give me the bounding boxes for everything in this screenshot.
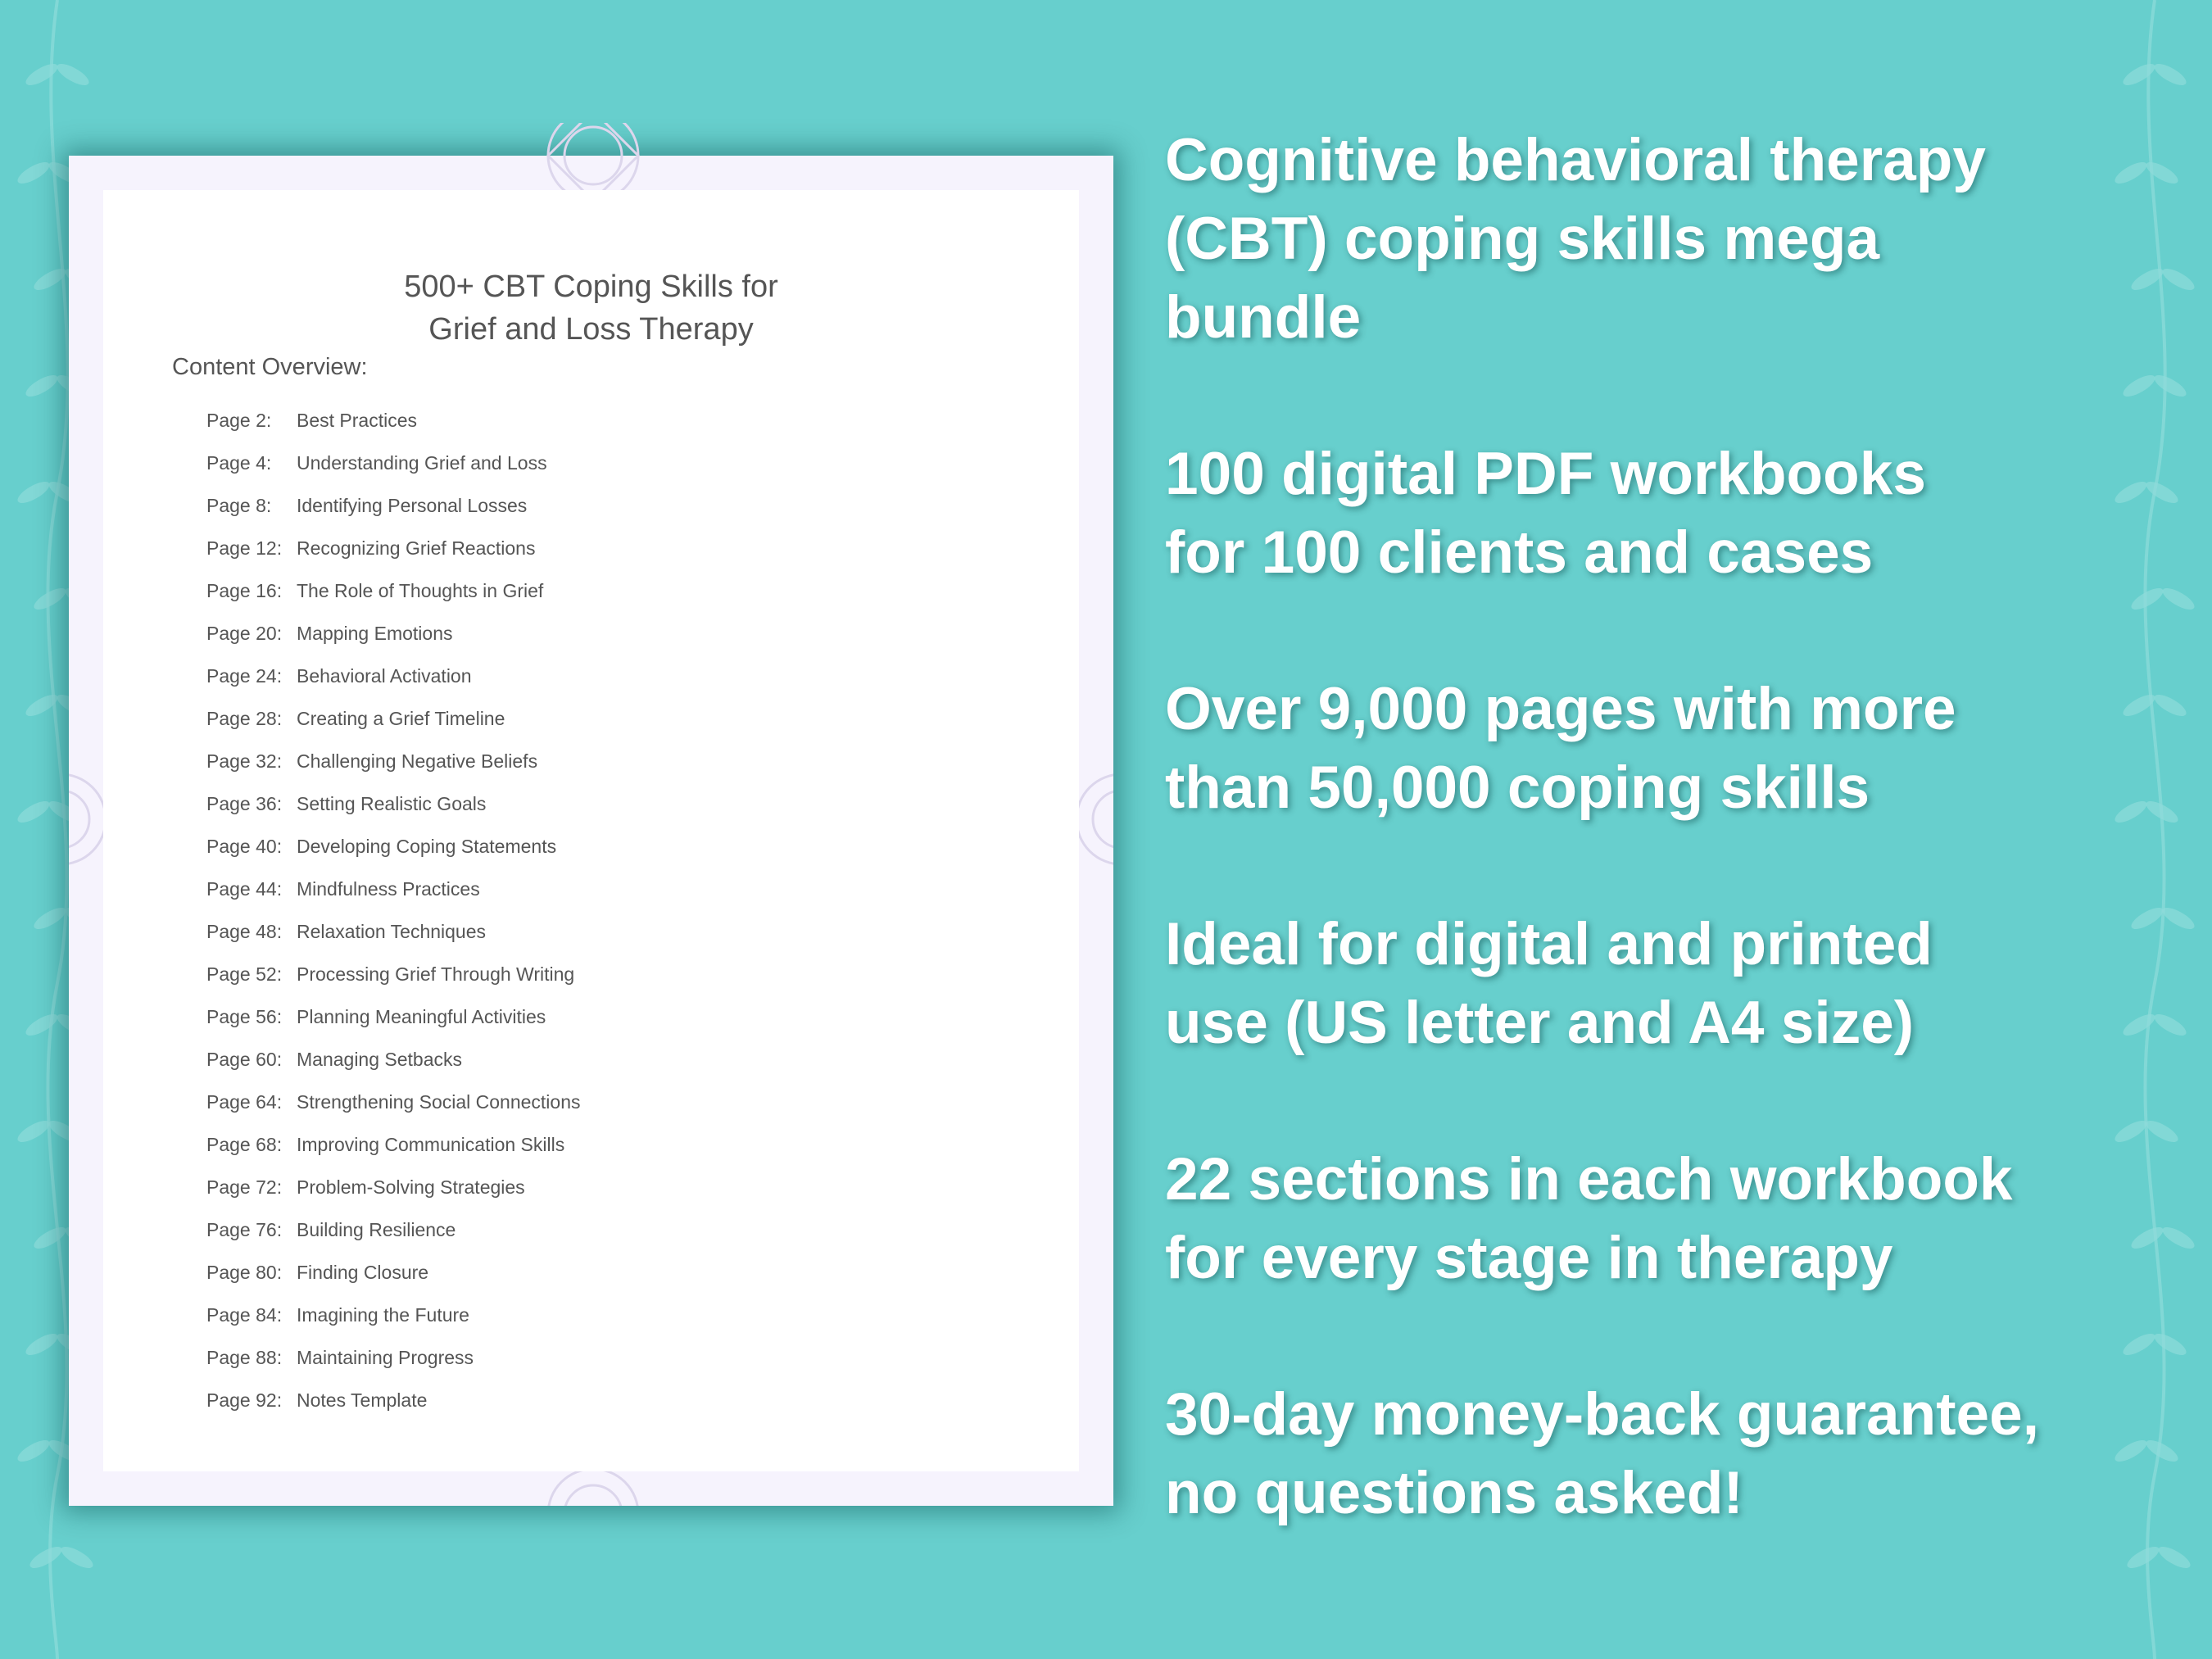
toc-page-number: Page 16: xyxy=(206,580,283,601)
toc-section-title: Maintaining Progress xyxy=(297,1347,474,1368)
toc-item xyxy=(206,1050,581,1093)
feature-item xyxy=(1165,1376,2181,1533)
toc-item xyxy=(206,795,581,837)
toc-section-title: Mindfulness Practices xyxy=(297,878,480,900)
toc-item xyxy=(206,496,581,539)
toc-item xyxy=(206,411,581,454)
toc-page-number: Page 76: xyxy=(206,1219,283,1240)
feature-text-line: for every stage in therapy xyxy=(1165,1225,1893,1291)
toc-page-number: Page 48: xyxy=(206,921,283,942)
toc-page-number: Page 60: xyxy=(206,1049,283,1070)
toc-page-number: Page 40: xyxy=(206,836,283,857)
feature-text-line: use (US letter and A4 size) xyxy=(1165,990,1915,1056)
toc-page-number: Page 20: xyxy=(206,623,283,644)
toc-page-number: Page 80: xyxy=(206,1262,283,1283)
toc-section-title: Developing Coping Statements xyxy=(297,836,557,857)
workbook-page-preview xyxy=(69,156,1113,1506)
toc-item xyxy=(206,1178,581,1221)
toc-item xyxy=(206,624,581,667)
mandala-right-ornament xyxy=(1079,721,1113,918)
feature-text-line: 30-day money-back guarantee, xyxy=(1165,1381,2040,1448)
toc-section-title: Relaxation Techniques xyxy=(297,921,487,942)
toc-page-number: Page 56: xyxy=(206,1006,283,1027)
toc-section-title: Imagining the Future xyxy=(297,1304,469,1326)
feature-text-line: (CBT) coping skills mega xyxy=(1165,206,1880,272)
toc-section-title: Mapping Emotions xyxy=(297,623,453,644)
feature-item xyxy=(1165,670,2181,827)
toc-page-number: Page 68: xyxy=(206,1134,283,1155)
toc-section-title: Understanding Grief and Loss xyxy=(297,452,547,474)
toc-item xyxy=(206,837,581,880)
toc-item xyxy=(206,1349,581,1391)
toc-item xyxy=(206,880,581,922)
toc-section-title: Problem-Solving Strategies xyxy=(297,1176,525,1198)
feature-item xyxy=(1165,121,2181,357)
toc-page-number: Page 4: xyxy=(206,452,272,474)
toc-page-number: Page 72: xyxy=(206,1176,283,1198)
toc-section-title: Challenging Negative Beliefs xyxy=(297,750,538,772)
feature-text-line: Ideal for digital and printed xyxy=(1165,911,1933,977)
toc-section-title: Managing Setbacks xyxy=(297,1049,463,1070)
toc-item xyxy=(206,709,581,752)
toc-page-number: Page 24: xyxy=(206,665,283,687)
feature-text-line: Over 9,000 pages with more xyxy=(1165,676,1956,742)
toc-section-title: Creating a Grief Timeline xyxy=(297,708,505,729)
toc-page-number: Page 2: xyxy=(206,410,272,431)
toc-page-number: Page 92: xyxy=(206,1389,283,1411)
toc-item xyxy=(206,1008,581,1050)
toc-section-title: Strengthening Social Connections xyxy=(297,1091,581,1113)
feature-text-line: for 100 clients and cases xyxy=(1165,519,1874,586)
toc-item xyxy=(206,1135,581,1178)
toc-item xyxy=(206,1391,581,1434)
feature-item xyxy=(1165,1140,2181,1298)
toc-section-title: Processing Grief Through Writing xyxy=(297,963,575,985)
toc-section-title: The Role of Thoughts in Grief xyxy=(297,580,544,601)
mandala-left-ornament xyxy=(69,721,103,918)
document-title-line: Grief and Loss Therapy xyxy=(428,312,754,347)
feature-text-line: bundle xyxy=(1165,284,1362,351)
toc-item xyxy=(206,1093,581,1135)
toc-section-title: Planning Meaningful Activities xyxy=(297,1006,546,1027)
toc-page-number: Page 36: xyxy=(206,793,283,814)
feature-list xyxy=(1165,121,2181,1611)
toc-page-number: Page 28: xyxy=(206,708,283,729)
feature-text-line: 22 sections in each workbook xyxy=(1165,1146,2013,1213)
toc-section-title: Setting Realistic Goals xyxy=(297,793,487,814)
toc-item xyxy=(206,582,581,624)
toc-section-title: Finding Closure xyxy=(297,1262,429,1283)
feature-item xyxy=(1165,905,2181,1063)
toc-item xyxy=(206,667,581,709)
toc-page-number: Page 52: xyxy=(206,963,283,985)
toc-section-title: Recognizing Grief Reactions xyxy=(297,537,536,559)
content-overview-label: Content Overview: xyxy=(172,354,368,380)
toc-item xyxy=(206,965,581,1008)
toc-page-number: Page 88: xyxy=(206,1347,283,1368)
toc-item xyxy=(206,922,581,965)
feature-text-line: than 50,000 coping skills xyxy=(1165,755,1870,821)
toc-page-number: Page 32: xyxy=(206,750,283,772)
feature-text-line: Cognitive behavioral therapy xyxy=(1165,127,1986,193)
toc-item xyxy=(206,539,581,582)
toc-page-number: Page 84: xyxy=(206,1304,283,1326)
toc-item xyxy=(206,752,581,795)
toc-section-title: Notes Template xyxy=(297,1389,428,1411)
toc-section-title: Building Resilience xyxy=(297,1219,456,1240)
toc-item xyxy=(206,1306,581,1349)
toc-section-title: Best Practices xyxy=(297,410,417,431)
toc-page-number: Page 8: xyxy=(206,495,272,516)
toc-section-title: Identifying Personal Losses xyxy=(297,495,528,516)
toc-item xyxy=(206,1263,581,1306)
toc-item xyxy=(206,454,581,496)
document-title-line: 500+ CBT Coping Skills for xyxy=(404,270,778,304)
toc-section-title: Behavioral Activation xyxy=(297,665,472,687)
table-of-contents xyxy=(206,411,581,1434)
toc-page-number: Page 12: xyxy=(206,537,283,559)
page-content xyxy=(103,190,1079,1471)
toc-item xyxy=(206,1221,581,1263)
feature-text-line: no questions asked! xyxy=(1165,1460,1743,1526)
feature-item xyxy=(1165,435,2181,592)
toc-page-number: Page 64: xyxy=(206,1091,283,1113)
document-title xyxy=(103,265,1079,351)
feature-text-line: 100 digital PDF workbooks xyxy=(1165,441,1926,507)
mandala-top-ornament xyxy=(495,123,691,197)
toc-section-title: Improving Communication Skills xyxy=(297,1134,565,1155)
toc-page-number: Page 44: xyxy=(206,878,283,900)
